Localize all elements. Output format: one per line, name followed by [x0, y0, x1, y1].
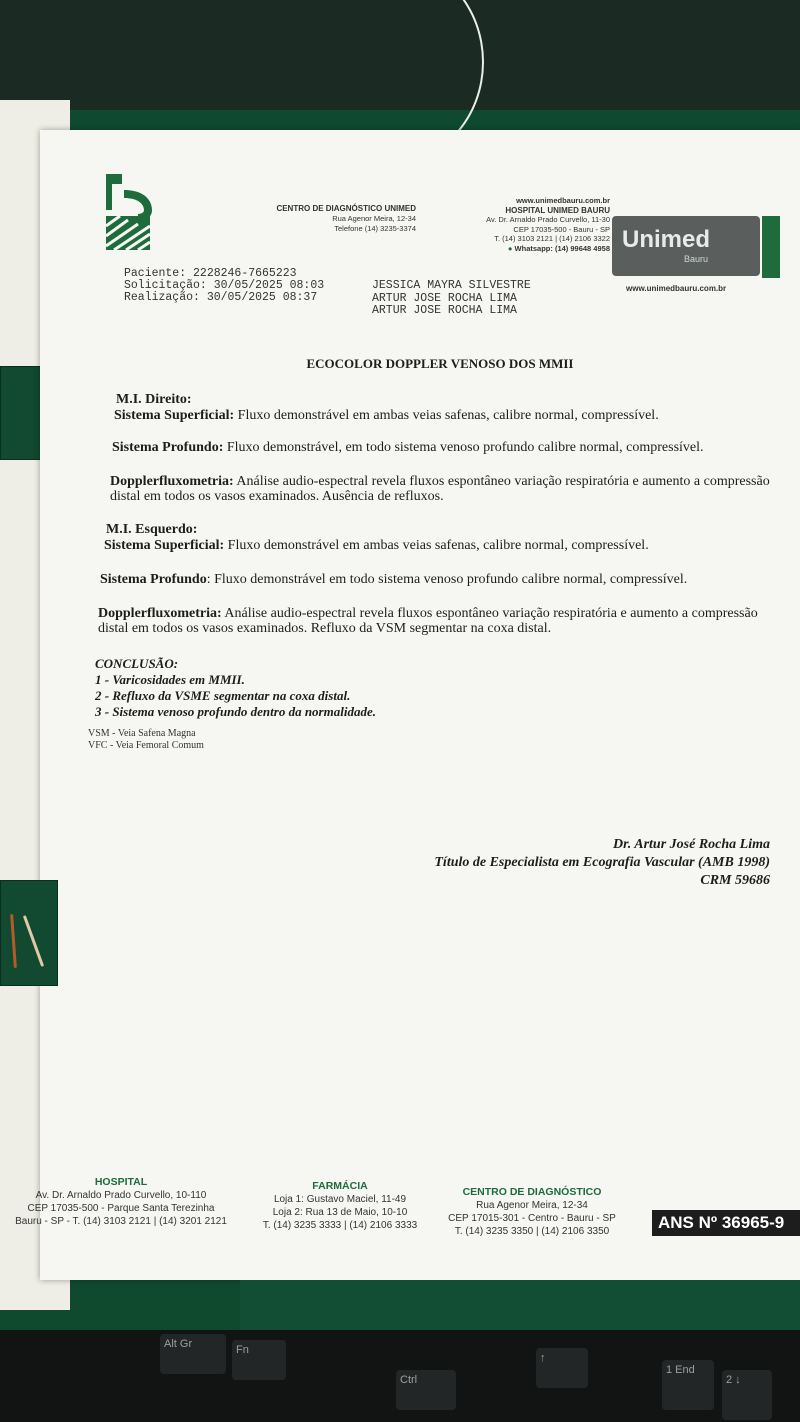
- left-doppler: [98, 606, 778, 636]
- conclusion: [95, 656, 376, 720]
- whatsapp-icon: ●: [507, 243, 513, 253]
- right-doppler-label: Dopplerfluxometria:: [110, 474, 234, 489]
- conclusion-item: 2 - Refluxo da VSME segmentar na coxa distal.: [95, 688, 351, 703]
- request-date: Solicitação: 30/05/2025 08:03: [124, 279, 325, 292]
- left-superficial: [104, 538, 764, 553]
- unimed-logo-icon: [98, 170, 156, 256]
- right-doppler-text: Análise audio-espectral revela fluxos espontâneo variação respiratória e aumento a compressão distal em todos os vasos examinados. Ausência de refluxos.: [110, 474, 770, 504]
- brand-sub: Bauru: [684, 254, 709, 264]
- patient-id: Paciente: 2228246-7665223: [124, 267, 297, 280]
- footer-hospital-l3: Bauru - SP - T. (14) 3103 2121 | (14) 3201 2121: [15, 1216, 227, 1227]
- right-deep-text: Fluxo demonstrável, em todo sistema venoso profundo calibre normal, compressível.: [223, 440, 704, 455]
- key-2-down: 2 ↓: [722, 1370, 772, 1420]
- header-diagnostic-center: [236, 204, 416, 234]
- abbreviation-item: VSM - Veia Safena Magna: [88, 728, 196, 739]
- footer-farmacia-l2: Loja 2: Rua 13 de Maio, 10-10: [272, 1207, 408, 1218]
- header-cd-address: Rua Agenor Meira, 12-34: [332, 214, 416, 223]
- footer-hospital: [6, 1176, 236, 1228]
- footer-diagnostic-center: [432, 1186, 632, 1238]
- footer-farmacia-l1: Loja 1: Gustavo Maciel, 11-49: [273, 1194, 407, 1205]
- doctor-crm: CRM 59686: [700, 873, 770, 888]
- header-hospital-url: www.unimedbauru.com.br: [516, 196, 610, 205]
- footer-centro-l1: Rua Agenor Meira, 12-34: [476, 1200, 588, 1211]
- left-superficial-label: Sistema Superficial:: [104, 538, 225, 553]
- right-superficial-text: Fluxo demonstrável em ambas veias safenas, calibre normal, compressível.: [234, 408, 659, 423]
- header-hospital-whatsapp: [420, 244, 610, 254]
- key-ctrl: Ctrl: [396, 1370, 456, 1410]
- ans-registration: ANS Nº 36965-9: [652, 1210, 800, 1236]
- abbreviation-item: VFC - Veia Femoral Comum: [88, 740, 204, 751]
- key-fn: Fn: [232, 1340, 286, 1380]
- right-superficial: [114, 408, 754, 423]
- abbreviations: [88, 728, 204, 752]
- footer-farmacia-l3: T. (14) 3235 3333 | (14) 2106 3333: [262, 1220, 418, 1231]
- header-hospital-cep: CEP 17035-500 - Bauru - SP: [513, 224, 610, 234]
- header-hospital: [420, 196, 610, 253]
- right-heading: M.I. Direito:: [116, 392, 192, 407]
- footer-farmacia: [250, 1180, 430, 1232]
- footer-hospital-l2: CEP 17035-500 - Parque Santa Terezinha: [27, 1203, 215, 1214]
- conclusion-item: 3 - Sistema venoso profundo dentro da normalidade.: [95, 704, 376, 719]
- header-hospital-phone: T. (14) 3103 2121 | (14) 2106 3322: [494, 234, 610, 243]
- left-deep: [100, 572, 780, 587]
- right-doppler: [110, 474, 770, 504]
- signature-block: [340, 836, 770, 890]
- right-superficial-label: Sistema Superficial:: [114, 408, 235, 423]
- brand-name: Unimed: [622, 226, 711, 253]
- brand-url: www.unimedbauru.com.br: [626, 284, 727, 293]
- keyboard: [0, 1330, 800, 1422]
- footer-centro-l3: T. (14) 3235 3350 | (14) 2106 3350: [454, 1226, 610, 1237]
- footer-centro-l2: CEP 17015-301 - Centro - Bauru - SP: [448, 1213, 616, 1224]
- left-doppler-text: Análise audio-espectral revela fluxos espontâneo variação respiratória e aumento a compressão distal em todos os vasos examinados. Refluxo da VSM segmentar na coxa distal.: [98, 606, 758, 636]
- ans-strip: [762, 216, 780, 278]
- report-sheet: [15, 130, 800, 1280]
- left-doppler-label: Dopplerfluxometria:: [98, 606, 222, 621]
- report-title: ECOCOLOR DOPPLER VENOSO DOS MMII: [306, 356, 574, 371]
- conclusion-heading: CONCLUSÃO:: [95, 656, 179, 671]
- key-altgr: Alt Gr: [160, 1334, 226, 1374]
- performed-date: Realização: 30/05/2025 08:37: [124, 291, 318, 304]
- unimed-brand-badge: [612, 216, 760, 276]
- header-hospital-address: Av. Dr. Arnaldo Prado Curvello, 11-30: [486, 215, 610, 224]
- footer-hospital-l1: Av. Dr. Arnaldo Prado Curvello, 10-110: [35, 1190, 207, 1201]
- patient-info: [124, 268, 324, 304]
- patient-people: [372, 280, 531, 318]
- left-deep-label: Sistema Profundo: [100, 572, 207, 587]
- header-hospital-title: HOSPITAL UNIMED BAURU: [505, 205, 610, 215]
- right-deep: [112, 440, 772, 455]
- right-deep-label: Sistema Profundo:: [112, 440, 224, 455]
- requester-name: ARTUR JOSE ROCHA LIMA: [372, 291, 517, 305]
- doctor-name: Dr. Artur José Rocha Lima: [612, 837, 770, 852]
- header-cd-title: CENTRO DE DIAGNÓSTICO UNIMED: [276, 204, 416, 213]
- doctor-title: Título de Especialista em Ecografia Vascular (AMB 1998): [434, 855, 770, 870]
- patient-name: JESSICA MAYRA SILVESTRE: [372, 279, 531, 292]
- key-up: ↑: [536, 1348, 588, 1388]
- left-heading: M.I. Esquerdo:: [106, 522, 198, 537]
- footer-farmacia-title: FARMÁCIA: [312, 1180, 368, 1192]
- key-1-end: 1 End: [662, 1360, 714, 1410]
- left-superficial-text: Fluxo demonstrável em ambas veias safenas, calibre normal, compressível.: [224, 538, 649, 553]
- footer-centro-title: CENTRO DE DIAGNÓSTICO: [462, 1186, 602, 1198]
- conclusion-item: 1 - Varicosidades em MMII.: [95, 672, 245, 687]
- whatsapp-number: Whatsapp: (14) 99648 4958: [514, 243, 610, 253]
- performer-name: ARTUR JOSE ROCHA LIMA: [372, 304, 517, 317]
- left-deep-text: : Fluxo demonstrável em todo sistema venoso profundo calibre normal, compressível.: [206, 572, 688, 587]
- footer-hospital-title: HOSPITAL: [94, 1176, 148, 1188]
- folder-front-flap: [240, 1280, 800, 1330]
- header-cd-phone: Telefone (14) 3235-3374: [334, 224, 416, 233]
